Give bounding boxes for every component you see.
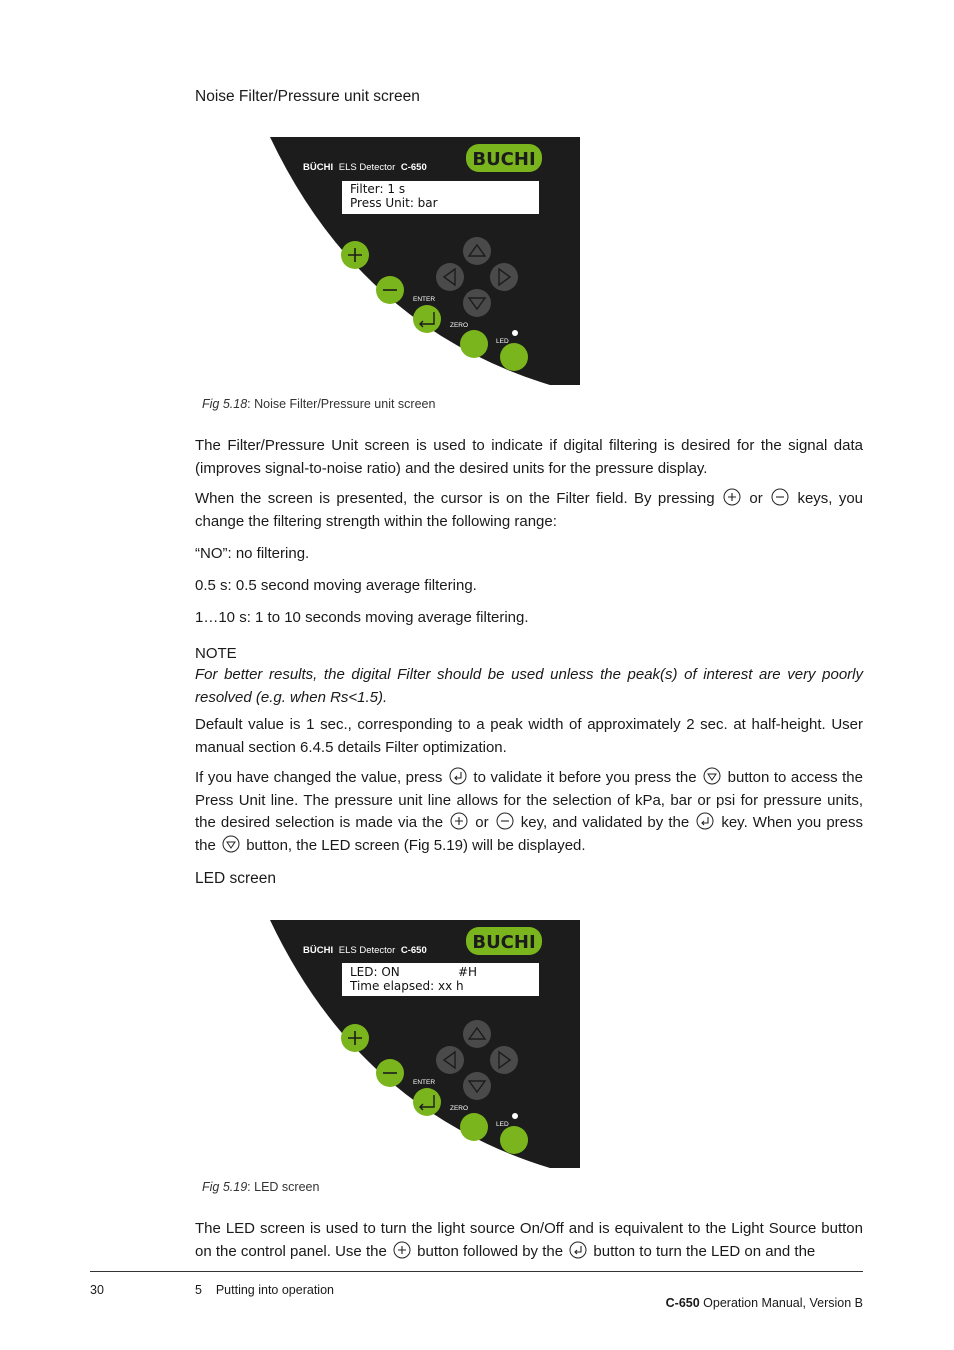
paragraph-filter-cursor: When the screen is presented, the cursor is on the Filter field. By pressing or keys, you change the filtering strength within the following range:: [195, 490, 864, 530]
plus-button[interactable]: [341, 241, 369, 269]
left-arrow-button[interactable]: [436, 263, 464, 291]
lcd-line-1: Filter: 1 s: [350, 182, 406, 196]
note-italic-text: For better results, the digital Filter should be used unless the peak(s) of interest are very poorly resolved (e.g. when Rs<1.5).: [195, 666, 863, 706]
note-title: NOTE: [195, 645, 237, 662]
range-item: 0.5 s: 0.5 second moving average filtering.: [195, 577, 477, 594]
section-heading-led-screen: LED screen: [195, 870, 276, 887]
panel-body: [270, 920, 580, 1168]
right-arrow-button[interactable]: [490, 1046, 518, 1074]
caption-ref: Fig 5.18: [202, 397, 248, 411]
panel-brand-bold: BÜCHI: [303, 162, 334, 173]
zero-label: ZERO: [450, 1105, 469, 1112]
paragraph-validate: If you have changed the value, press to validate it before you press the button to access the Press Unit line. The pressure unit line allows for the selection of kPa, bar or psi for pressure units, the desired selection is made via the or key, and validated by the key. When you press the button, the LED screen (Fig 5.19) will be displayed.: [195, 769, 864, 854]
plus-key-icon: [723, 488, 741, 506]
range-item: 1…10 s: 1 to 10 seconds moving average filtering.: [195, 609, 529, 626]
zero-label: ZERO: [450, 322, 469, 329]
led-label: LED: [496, 1121, 509, 1128]
page-number: 30: [90, 1283, 104, 1297]
led-button[interactable]: [500, 1126, 528, 1154]
minus-key-icon: [496, 812, 514, 830]
paragraph-led-screen: The LED screen is used to turn the light source On/Off and is equivalent to the Light Source button on the control panel. Use the button followed by the button to turn the LED on and the: [195, 1220, 863, 1260]
up-arrow-button[interactable]: [463, 237, 491, 265]
down-arrow-button[interactable]: [463, 289, 491, 317]
minus-button[interactable]: [376, 1059, 404, 1087]
footer-chapter: 5 Putting into operation: [195, 1283, 334, 1297]
enter-button[interactable]: [413, 1088, 441, 1116]
caption-text: : Noise Filter/Pressure unit screen: [247, 397, 436, 411]
zero-button[interactable]: [460, 1113, 488, 1141]
up-arrow-button[interactable]: [463, 1020, 491, 1048]
buchi-logo: [466, 144, 542, 172]
caption-ref: Fig 5.19: [202, 1180, 248, 1194]
panel-brand-name: ELS Detector: [338, 162, 396, 173]
lcd-line-2: Press Unit: bar: [350, 196, 438, 210]
zero-button[interactable]: [460, 330, 488, 358]
caption-text: : LED screen: [247, 1180, 320, 1194]
range-item: “NO”: no filtering.: [195, 545, 310, 562]
lcd-line-2: Time elapsed: xx h: [350, 979, 464, 993]
right-arrow-button[interactable]: [490, 263, 518, 291]
svg-text:BÜCHI ELS Detector C-6: [303, 945, 427, 956]
svg-text:BUCHI: BUCHI: [472, 149, 536, 170]
led-label: LED: [496, 338, 509, 345]
note-default-text: Default value is 1 sec., corresponding to a peak width of approximately 2 sec. at half-height. User manual section 6.4.5 details Filter optimization.: [195, 716, 863, 756]
led-indicator: [512, 330, 518, 336]
plus-button[interactable]: [341, 1024, 369, 1052]
figure-caption-2: [202, 1180, 319, 1194]
figure-caption-1: [202, 397, 435, 411]
svg-text:BÜCHI ELS Detector C-6: [303, 162, 427, 173]
minus-button[interactable]: [376, 276, 404, 304]
panel-brand-name: ELS Detector: [338, 945, 396, 956]
enter-label: ENTER: [413, 296, 436, 303]
enter-key-icon: [569, 1241, 587, 1259]
panel-brand-bold: BÜCHI: [303, 945, 334, 956]
down-key-icon: [222, 835, 240, 853]
paragraph-filter-intro: The Filter/Pressure Unit screen is used to indicate if digital filtering is desired for the signal data (improves signal-to-noise ratio) and the desired units for the pressure display.: [195, 437, 863, 477]
footer-manual: [659, 1282, 863, 1310]
down-arrow-button[interactable]: [463, 1072, 491, 1100]
footer-model: C-650: [665, 1296, 700, 1310]
svg-text:BUCHI: BUCHI: [472, 932, 536, 953]
lcd-line-1a: LED: ON: [350, 965, 400, 979]
led-indicator: [512, 1113, 518, 1119]
panel-brand-model: C-650: [400, 945, 427, 956]
enter-key-icon: [696, 812, 714, 830]
control-panel-figure-1: [270, 137, 580, 387]
section-heading-noise-filter: Noise Filter/Pressure unit screen: [195, 88, 420, 105]
plus-key-icon: [450, 812, 468, 830]
panel-brand-model: C-650: [400, 162, 427, 173]
footer-manual-title: Operation Manual, Version B: [699, 1296, 863, 1310]
buchi-logo: [466, 927, 542, 955]
left-arrow-button[interactable]: [436, 1046, 464, 1074]
enter-key-icon: [449, 767, 467, 785]
minus-key-icon: [771, 488, 789, 506]
enter-button[interactable]: [413, 305, 441, 333]
control-panel-figure-2: [270, 920, 580, 1170]
lcd-line-1b: #H: [458, 965, 478, 979]
led-button[interactable]: [500, 343, 528, 371]
plus-key-icon: [393, 1241, 411, 1259]
footer-rule: [90, 1271, 863, 1272]
down-key-icon: [703, 767, 721, 785]
enter-label: ENTER: [413, 1079, 436, 1086]
panel-body: [270, 137, 580, 385]
